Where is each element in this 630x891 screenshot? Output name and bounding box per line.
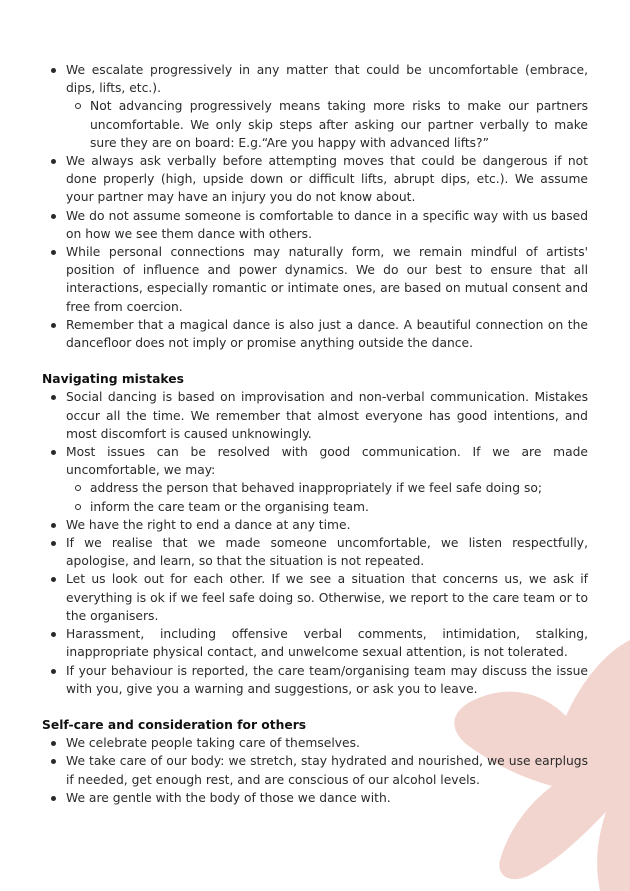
list-item: We celebrate people taking care of themselves. [42, 734, 588, 752]
list-item: If we realise that we made someone uncomfortable, we listen respectfully, apologise, and learn, so that the situation is not repeated. [42, 534, 588, 570]
list-item: We have the right to end a dance at any time. [42, 516, 588, 534]
list-item: Remember that a magical dance is also just a dance. A beautiful connection on the dancefloor does not imply or promise anything outside the dance. [42, 316, 588, 352]
list-item: While personal connections may naturally form, we remain mindful of artists' position of influence and power dynamics. We do our best to ensure that all interactions, especially romantic or intimate ones, are based on mutual consent and free from coercion. [42, 243, 588, 316]
section-spacer [42, 698, 588, 716]
document-body [42, 61, 588, 807]
sub-list-item: inform the care team or the organising team. [42, 498, 588, 516]
section-heading-self-care-and-consideration-for-others: Self-care and consideration for others [42, 717, 307, 732]
list-item: We are gentle with the body of those we dance with. [42, 789, 588, 807]
bullet-list [42, 388, 588, 697]
list-item: If your behaviour is reported, the care team/organising team may discuss the issue with you, give you a warning and suggestions, or ask you to leave. [42, 662, 588, 698]
list-item: Social dancing is based on improvisation and non-verbal communication. Mistakes occur all the time. We remember that almost everyone has good intentions, and most discomfort is caused unknowingly. [42, 388, 588, 443]
list-item: Most issues can be resolved with good communication. If we are made uncomfortable, we may: [42, 443, 588, 479]
list-item: We always ask verbally before attempting moves that could be dangerous if not done properly (high, upside down or difficult lifts, abrupt dips, etc.). We assume your partner may have an injury you do not know about. [42, 152, 588, 207]
list-item: We do not assume someone is comfortable to dance in a specific way with us based on how we see them dance with others. [42, 207, 588, 243]
sub-list-item: Not advancing progressively means taking more risks to make our partners uncomfortable. We only skip steps after asking our partner verbally to make sure they are on board: E.g.“Are you happy with advanced lifts?” [42, 97, 588, 152]
list-item: Harassment, including offensive verbal comments, intimidation, stalking, inappropriate physical contact, and unwelcome sexual attention, is not tolerated. [42, 625, 588, 661]
section-spacer [42, 352, 588, 370]
bullet-list [42, 734, 588, 807]
sub-list-item: address the person that behaved inappropriately if we feel safe doing so; [42, 479, 588, 497]
section-heading-navigating-mistakes: Navigating mistakes [42, 372, 184, 387]
list-item: We escalate progressively in any matter that could be uncomfortable (embrace, dips, lifts, etc.). [42, 61, 588, 97]
list-item: Let us look out for each other. If we see a situation that concerns us, we ask if everything is ok if we feel safe doing so. Otherwise, we report to the care team or to the organisers. [42, 570, 588, 625]
bullet-list [42, 61, 588, 352]
list-item: We take care of our body: we stretch, stay hydrated and nourished, we use earplugs if needed, get enough rest, and are conscious of our alcohol levels. [42, 752, 588, 788]
